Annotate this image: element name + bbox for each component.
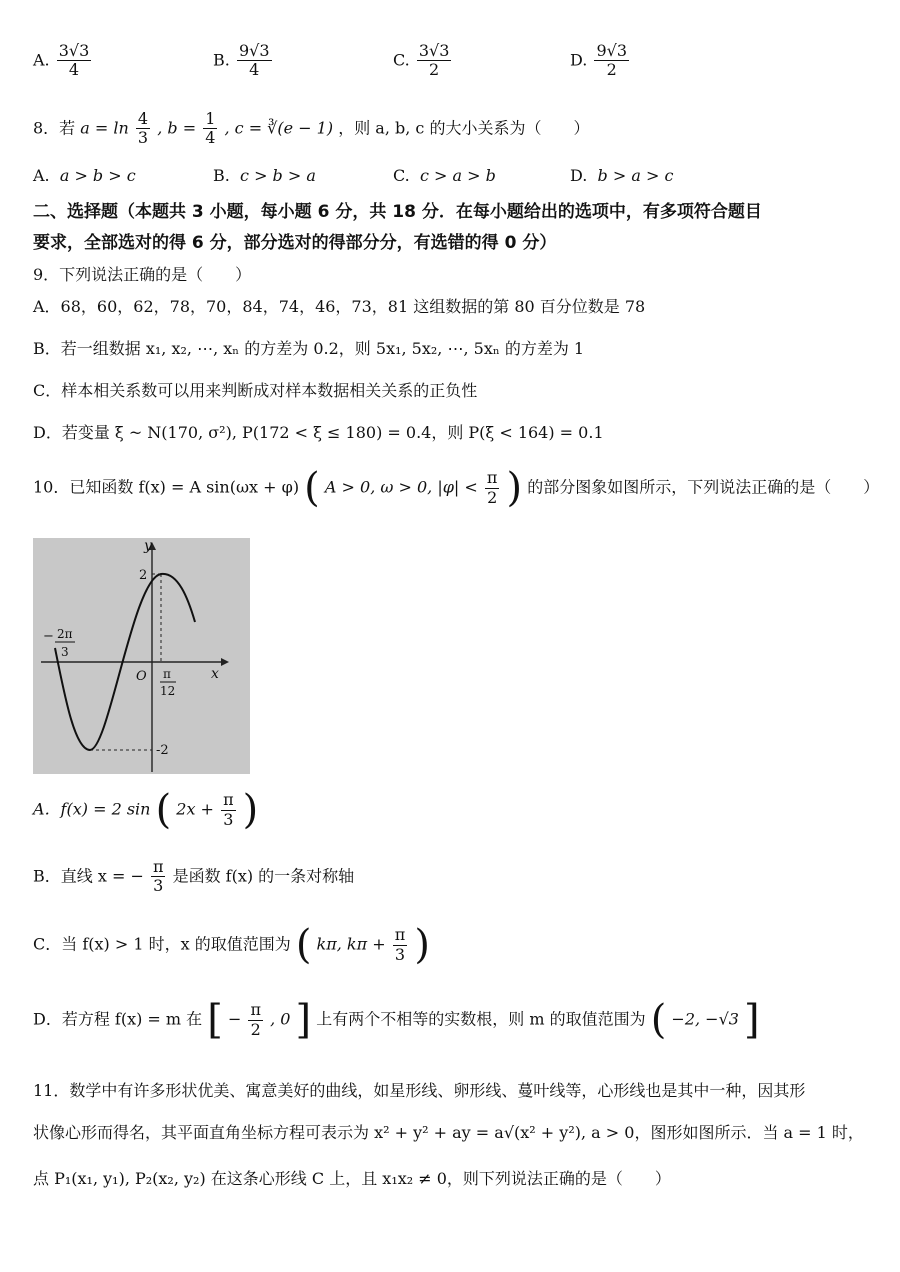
q8-a-fraction: $\frac{4}{3}$ [137, 109, 149, 148]
y-axis-label: y [144, 538, 152, 554]
q8-b-fraction: $\frac{1}{4}$ [205, 109, 216, 148]
q10-option-a: A．f(x) = 2 sin ( 2x + $\frac{\pi}{3}$ ) [33, 787, 259, 833]
q10-c-fraction: $\frac{\pi}{3}$ [394, 925, 406, 964]
q8-option-b: B. c > b > a [213, 166, 316, 185]
q10-option-d: D．若方程 f(x) = m 在 [ − $\frac{\pi}{2}$ , 0 ] 上有两个不相等的实数根，则 m 的取值范围为 ( −2, −√3 ] [33, 997, 760, 1043]
q8-option-a: A. a > b > c [33, 166, 136, 185]
q11-line1: 11．数学中有许多形状优美、寓意美好的曲线，如星形线、卵形线、蔓叶线等，心形线也是其中一种，因其形 [33, 1081, 806, 1100]
section2-heading-line1: 二、选择题（本题共 3 小题，每小题 6 分，共 18 分．在每小题给出的选项中，有多项符合题目 [33, 202, 762, 222]
q7-option-a-fraction: $\frac{3√3}{4}$ [58, 41, 90, 80]
q8-stem: 8．若 a = ln $\frac{4}{3}$ , b = $\frac{1}{4}$ , c = ∛(e − 1) ，则 a, b, c 的大小关系为（ ） [33, 109, 590, 148]
q9-stem: 9．下列说法正确的是（ ） [33, 265, 252, 284]
q10-cond-fraction: $\frac{\pi}{2}$ [486, 468, 498, 507]
x-axis-label: x [211, 666, 219, 682]
q9-option-c: C．样本相关系数可以用来判断成对样本数据相关关系的正负性 [33, 381, 478, 400]
left-tick-num: 2π [57, 627, 73, 641]
q7-option-c-fraction: $\frac{3√3}{2}$ [418, 41, 450, 80]
q10-b-fraction: $\frac{\pi}{3}$ [152, 857, 164, 896]
left-tick-sign: − [43, 629, 54, 644]
right-tick-den: 12 [160, 684, 176, 698]
right-tick-num: π [163, 667, 171, 681]
q11-line2: 状像心形而得名，其平面直角坐标方程可表示为 x² + y² + ay = a√(x² + y²), a > 0，图形如图所示．当 a = 1 时， [33, 1123, 864, 1142]
q7-option-d: D. $\frac{9√3}{2}$ [570, 41, 627, 80]
q7-option-c: C. $\frac{3√3}{2}$ [393, 41, 450, 80]
q11-line3: 点 P₁(x₁, y₁), P₂(x₂, y₂) 在这条心形线 C 上，且 x₁x₂ ≠ 0，则下列说法正确的是（ ） [33, 1169, 671, 1188]
q9-option-b: B．若一组数据 x₁, x₂, ⋯, xₙ 的方差为 0.2，则 5x₁, 5x₂, ⋯, 5xₙ 的方差为 1 [33, 339, 585, 358]
origin-label: O [136, 669, 147, 684]
q7-option-b: B. $\frac{9√3}{4}$ [213, 41, 270, 80]
q7-option-d-fraction: $\frac{9√3}{2}$ [596, 41, 627, 80]
min-label: -2 [156, 743, 169, 758]
q8-option-c: C. c > a > b [393, 166, 496, 185]
q10-d-fraction: $\frac{\pi}{2}$ [250, 1000, 261, 1039]
left-tick-den: 3 [61, 645, 69, 659]
q10-stem: 10．已知函数 f(x) = A sin(ωx + φ) ( A > 0, ω > 0, |φ| < $\frac{\pi}{2}$ ) 的部分图象如图所示，下列说法正确的是（ ） [33, 465, 880, 511]
q10-graph-figure [33, 538, 250, 774]
q7-option-a: A. $\frac{3√3}{4}$ [33, 41, 90, 80]
q10-option-c: C．当 f(x) > 1 时，x 的取值范围为 ( kπ, kπ + $\frac{\pi}{3}$ ) [33, 922, 430, 968]
q10-graph-svg [33, 538, 250, 774]
q10-a-fraction: $\frac{\pi}{3}$ [223, 790, 234, 829]
q7-option-b-fraction: $\frac{9√3}{4}$ [238, 41, 270, 80]
q9-option-a: A．68，60，62，78，70，84，74，46，73，81 这组数据的第 80 百分位数是 78 [33, 297, 646, 316]
q10-option-b: B．直线 x = − $\frac{\pi}{3}$ 是函数 f(x) 的一条对称轴 [33, 857, 355, 896]
max-label: 2 [139, 568, 148, 583]
q9-option-d: D．若变量 ξ ~ N(170, σ²), P(172 < ξ ≤ 180) = 0.4，则 P(ξ < 164) = 0.1 [33, 423, 604, 442]
x-axis-arrow [221, 658, 229, 666]
q8-option-d: D. b > a > c [570, 166, 674, 185]
section2-heading-line2: 要求，全部选对的得 6 分，部分选对的得部分分，有选错的得 0 分） [33, 233, 557, 253]
